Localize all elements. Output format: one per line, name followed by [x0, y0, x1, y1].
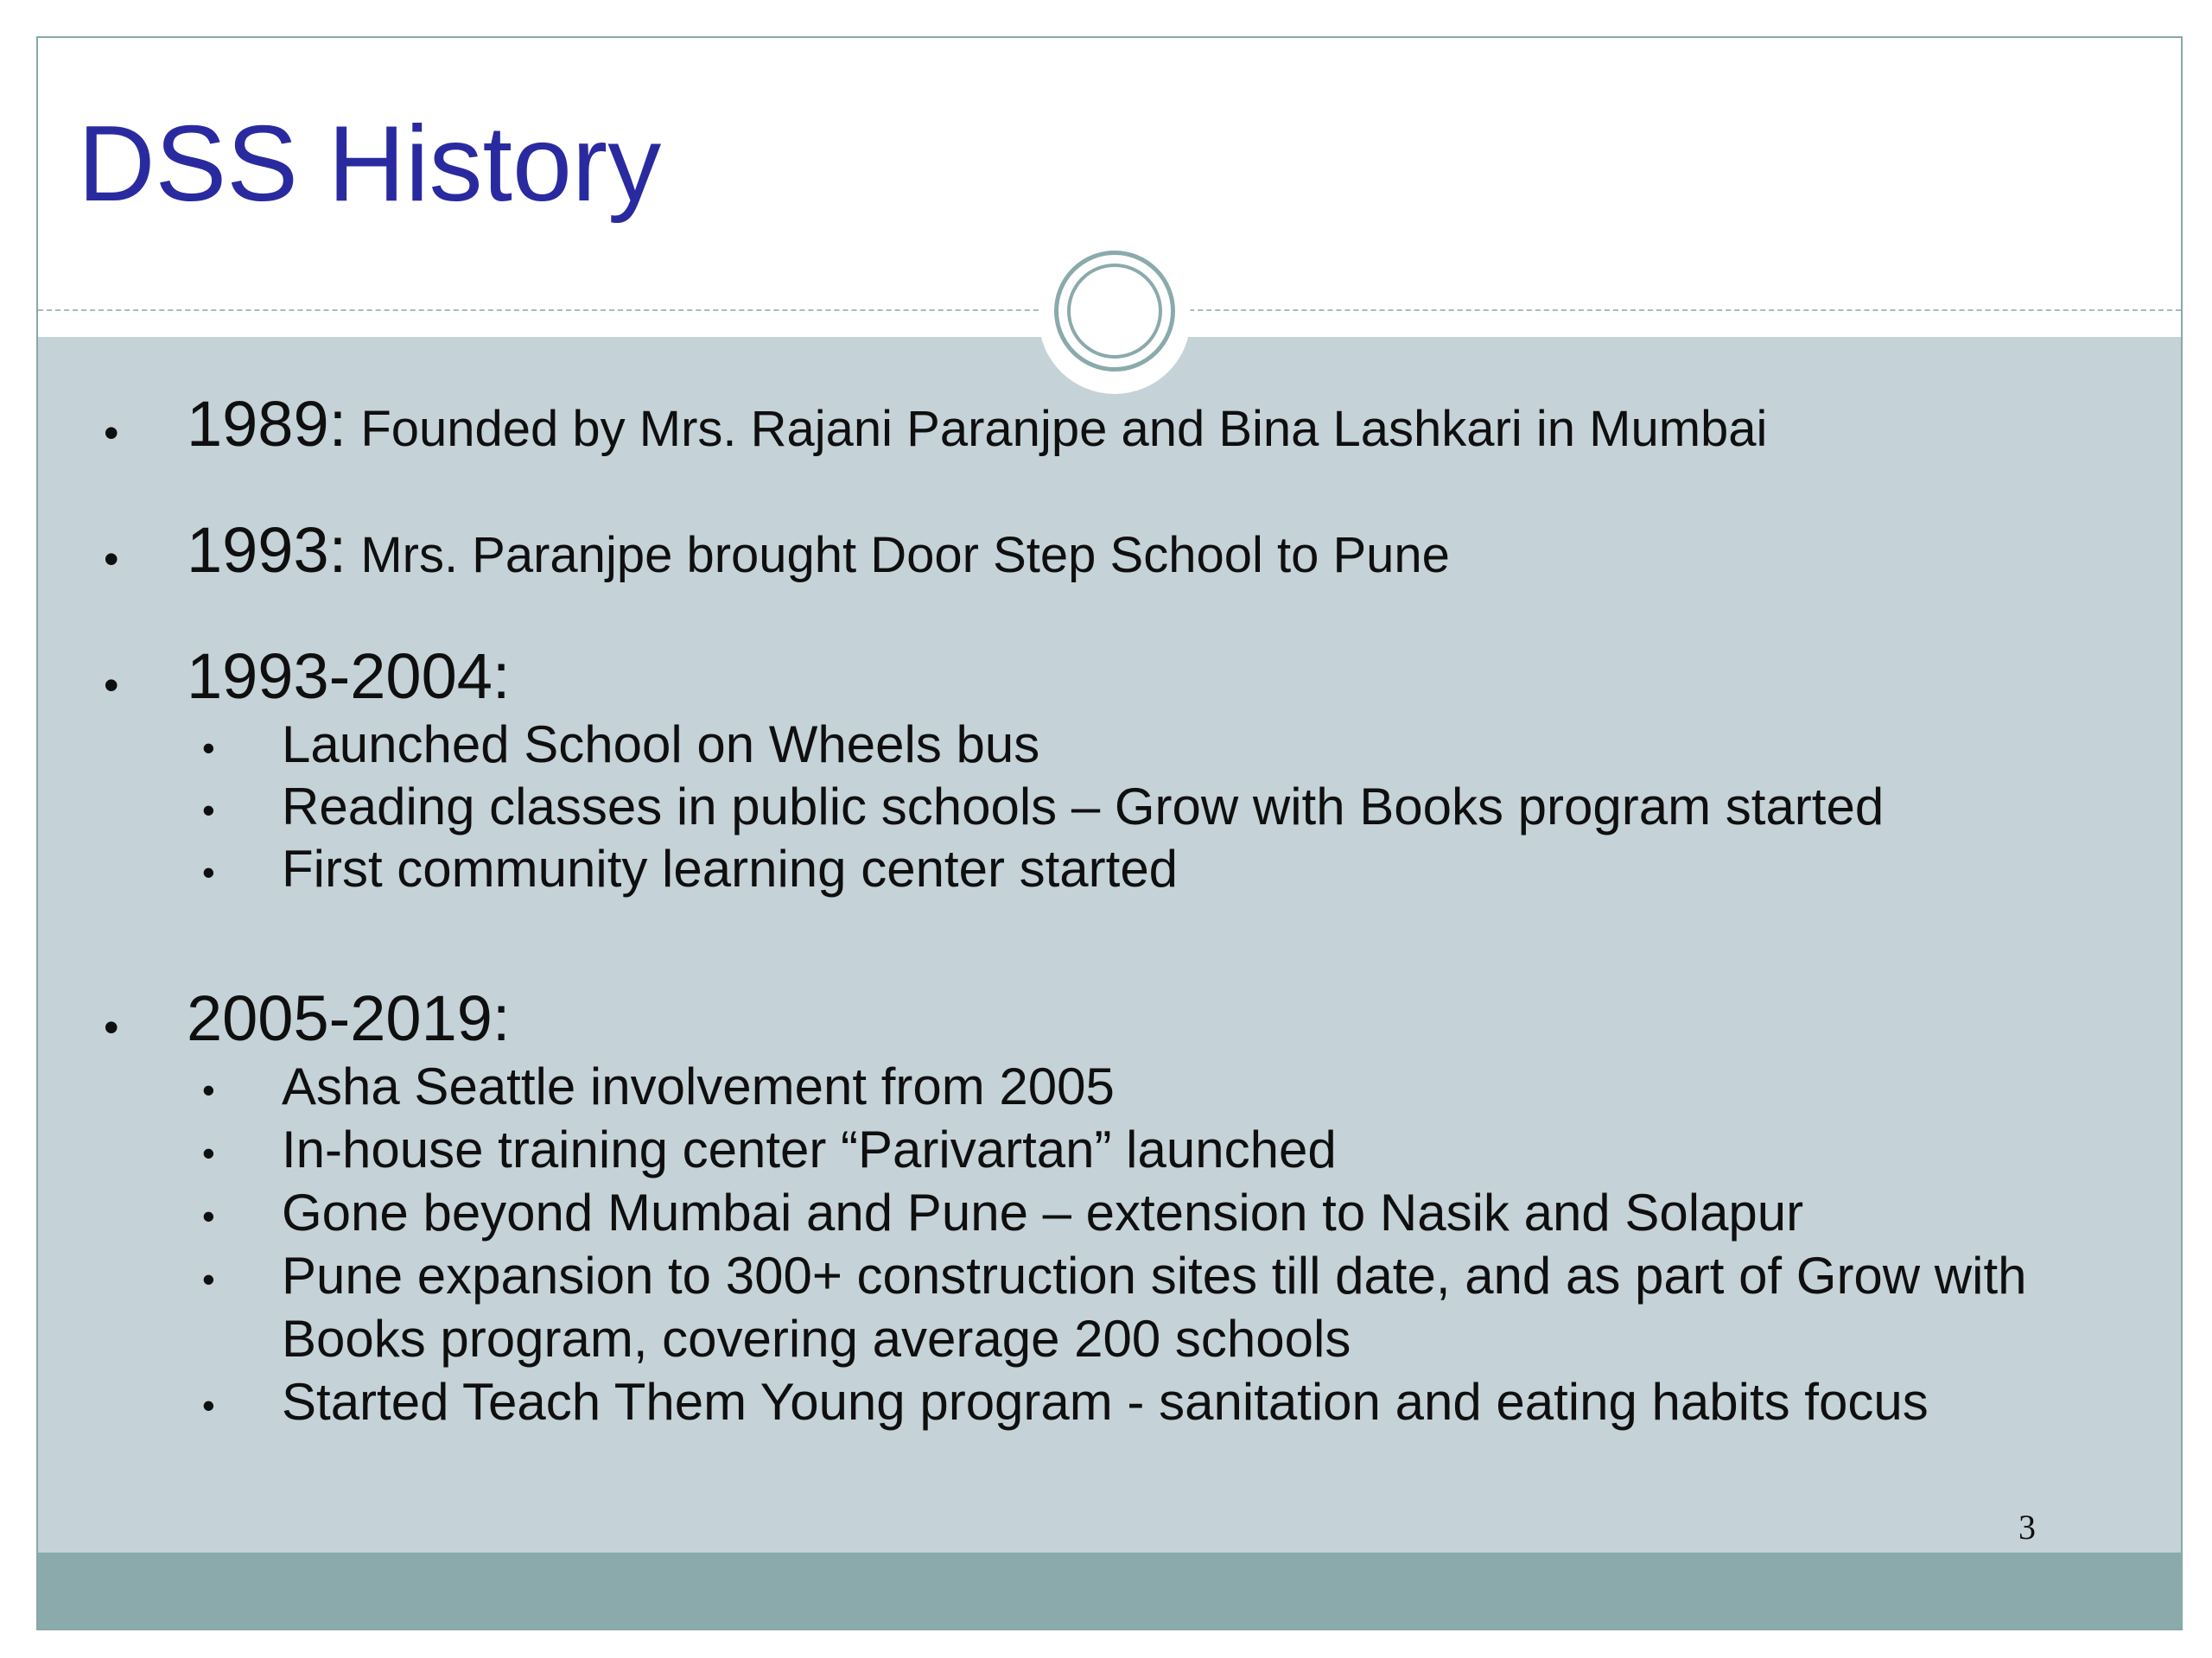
- bullet-1993-2004: [104, 640, 511, 712]
- sub-bullet-text: First community learning center started: [282, 840, 1179, 898]
- sub-bullet: [202, 778, 1885, 835]
- sub-bullet-text: Launched School on Wheels bus: [282, 715, 1040, 773]
- bullet-year: 2005-2019:: [187, 982, 511, 1054]
- ring-ornament-icon: [1054, 251, 1175, 372]
- sub-bullet: [202, 1121, 1337, 1178]
- sub-bullet-dot: •: [202, 1196, 215, 1237]
- sub-bullet: [202, 1184, 1804, 1242]
- bullet-dot: •: [104, 408, 119, 457]
- bullet-1993: [104, 514, 1450, 586]
- sub-bullet: [202, 1058, 1115, 1115]
- sub-bullet-dot: •: [202, 1133, 215, 1174]
- sub-bullet: [202, 1373, 1929, 1431]
- bullet-2005-2019: [104, 982, 511, 1054]
- sub-bullet-dot: •: [202, 1070, 215, 1111]
- sub-bullet: [202, 840, 1179, 898]
- bullet-dot: •: [104, 534, 119, 583]
- bullet-1989: [104, 388, 1768, 460]
- sub-bullet-text: Asha Seattle involvement from 2005: [282, 1058, 1115, 1115]
- sub-bullet-continuation: [282, 1310, 1351, 1368]
- bullet-year: 1993:: [187, 514, 347, 586]
- footer-bar: [38, 1553, 2181, 1629]
- sub-bullet-dot: •: [202, 1259, 215, 1300]
- bullet-dot: •: [104, 1002, 119, 1051]
- sub-bullet-text: Reading classes in public schools – Grow with Books program started: [282, 778, 1885, 835]
- sub-bullet-text: Pune expansion to 300+ construction sites till date, and as part of Grow with: [282, 1247, 2027, 1305]
- sub-bullet: [202, 715, 1040, 773]
- bullet-year: 1993-2004:: [187, 640, 511, 712]
- sub-bullet: [202, 1247, 2027, 1305]
- bullet-text: Founded by Mrs. Rajani Paranjpe and Bina Lashkari in Mumbai: [360, 401, 1768, 457]
- bullet-year: 1989:: [187, 388, 347, 460]
- slide-title: DSS History: [78, 105, 662, 224]
- bullet-text: Mrs. Paranjpe brought Door Step School to Pune: [360, 527, 1450, 583]
- sub-bullet-text: Books program, covering average 200 schools: [282, 1310, 1351, 1368]
- sub-bullet-dot: •: [202, 727, 215, 769]
- sub-bullet-dot: •: [202, 852, 215, 893]
- bullet-dot: •: [104, 660, 119, 709]
- sub-bullet-dot: •: [202, 1385, 215, 1426]
- sub-bullet-text: In-house training center “Parivartan” launched: [282, 1121, 1337, 1178]
- page-number: 3: [2018, 1508, 2036, 1547]
- sub-bullet-text: Gone beyond Mumbai and Pune – extension to Nasik and Solapur: [282, 1184, 1804, 1242]
- slide: [36, 36, 2183, 1630]
- sub-bullet-dot: •: [202, 790, 215, 831]
- sub-bullet-text: Started Teach Them Young program - sanitation and eating habits focus: [282, 1373, 1929, 1431]
